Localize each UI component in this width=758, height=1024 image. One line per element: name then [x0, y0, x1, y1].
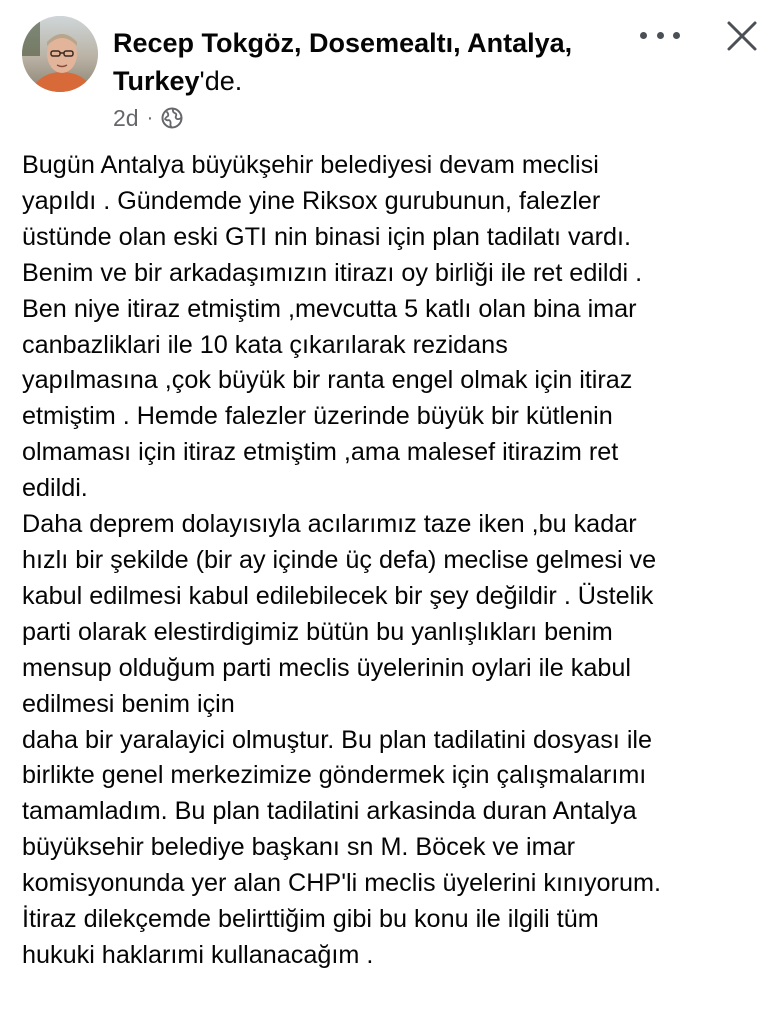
post-text-line: İtiraz dilekçemde belirttiğim gibi bu konu ile ilgili tüm: [22, 905, 599, 934]
close-icon[interactable]: [724, 18, 758, 54]
post-text-line: yapılmasına ,çok büyük bir ranta engel olmak için itiraz: [22, 366, 633, 395]
post-timestamp[interactable]: 2d: [113, 104, 139, 131]
location-suffix: 'de.: [199, 66, 243, 96]
location-prefix: ,: [294, 28, 310, 58]
post-text-line: Bugün Antalya büyükşehir belediyesi devam meclisi: [22, 151, 599, 179]
post-text-line: daha bir yaralayici olmuştur. Bu plan tadilatini dosyası ile: [22, 725, 653, 754]
post-body-text: [22, 148, 752, 974]
post-text-line: yapıldı . Gündemde yine Riksox gurubunun, falezler: [22, 186, 601, 215]
location-link[interactable]: Dosemealtı, Antalya, Turkey: [113, 28, 573, 96]
post-text-line: tamamladım. Bu plan tadilatini arkasinda duran Antalya: [22, 797, 637, 826]
post-meta: [113, 102, 184, 134]
post-text-line: kabul edilmesi kabul edilebilecek bir şey değildir . Üstelik: [22, 581, 654, 610]
author-name-link[interactable]: Recep Tokgöz: [113, 28, 295, 58]
post-header: [0, 0, 758, 140]
more-dot: [673, 32, 680, 39]
post-text-line: Benim ve bir arkadaşımızın itirazı oy birliği ile ret edildi .: [22, 258, 643, 287]
post-text-line: canbazliklari ile 10 kata çıkarılarak rezidans: [22, 330, 508, 359]
post-text-line: üstünde olan eski GTI nin binasi için plan tadilatı vardı.: [22, 222, 632, 251]
post-text-line: parti olarak elestirdigimiz bütün bu yanlışlıkları benim: [22, 617, 613, 646]
more-options-icon[interactable]: [640, 20, 680, 50]
globe-icon[interactable]: [160, 106, 184, 130]
author-avatar[interactable]: [22, 16, 98, 92]
meta-separator: ·: [146, 106, 154, 129]
post-text-line: Ben niye itiraz etmiştim ,mevcutta 5 katlı olan bina imar: [22, 294, 637, 323]
more-dot: [640, 32, 647, 39]
post-text-line: edilmesi benim için: [22, 689, 235, 718]
post-text-line: büyüksehir belediye başkanı sn M. Böcek ve imar: [22, 833, 575, 862]
post-text-line: birlikte genel merkezimize göndermek için çalışmalarımı: [22, 761, 647, 790]
post-text-line: mensup olduğum parti meclis üyelerinin oylari ile kabul: [22, 653, 631, 682]
post-text-line: hukuki haklarımi kullanacağım .: [22, 940, 374, 969]
avatar-photo: [22, 16, 98, 92]
more-dot: [657, 32, 664, 39]
post-text-line: Daha deprem dolayısıyla acılarımız taze iken ,bu kadar: [22, 510, 637, 539]
post-text-line: edildi.: [22, 474, 88, 503]
post-text-line: hızlı bir şekilde (bir ay içinde üç defa) meclise gelmesi ve: [22, 545, 657, 574]
post-text-line: etmiştim . Hemde falezler üzerinde büyük bir kütlenin: [22, 402, 613, 431]
post-text-line: komisyonunda yer alan CHP'li meclis üyelerini kınıyorum.: [22, 869, 661, 898]
post-text-line: olmaması için itiraz etmiştim ,ama malesef itirazim ret: [22, 438, 619, 467]
author-location-line: [113, 24, 633, 100]
